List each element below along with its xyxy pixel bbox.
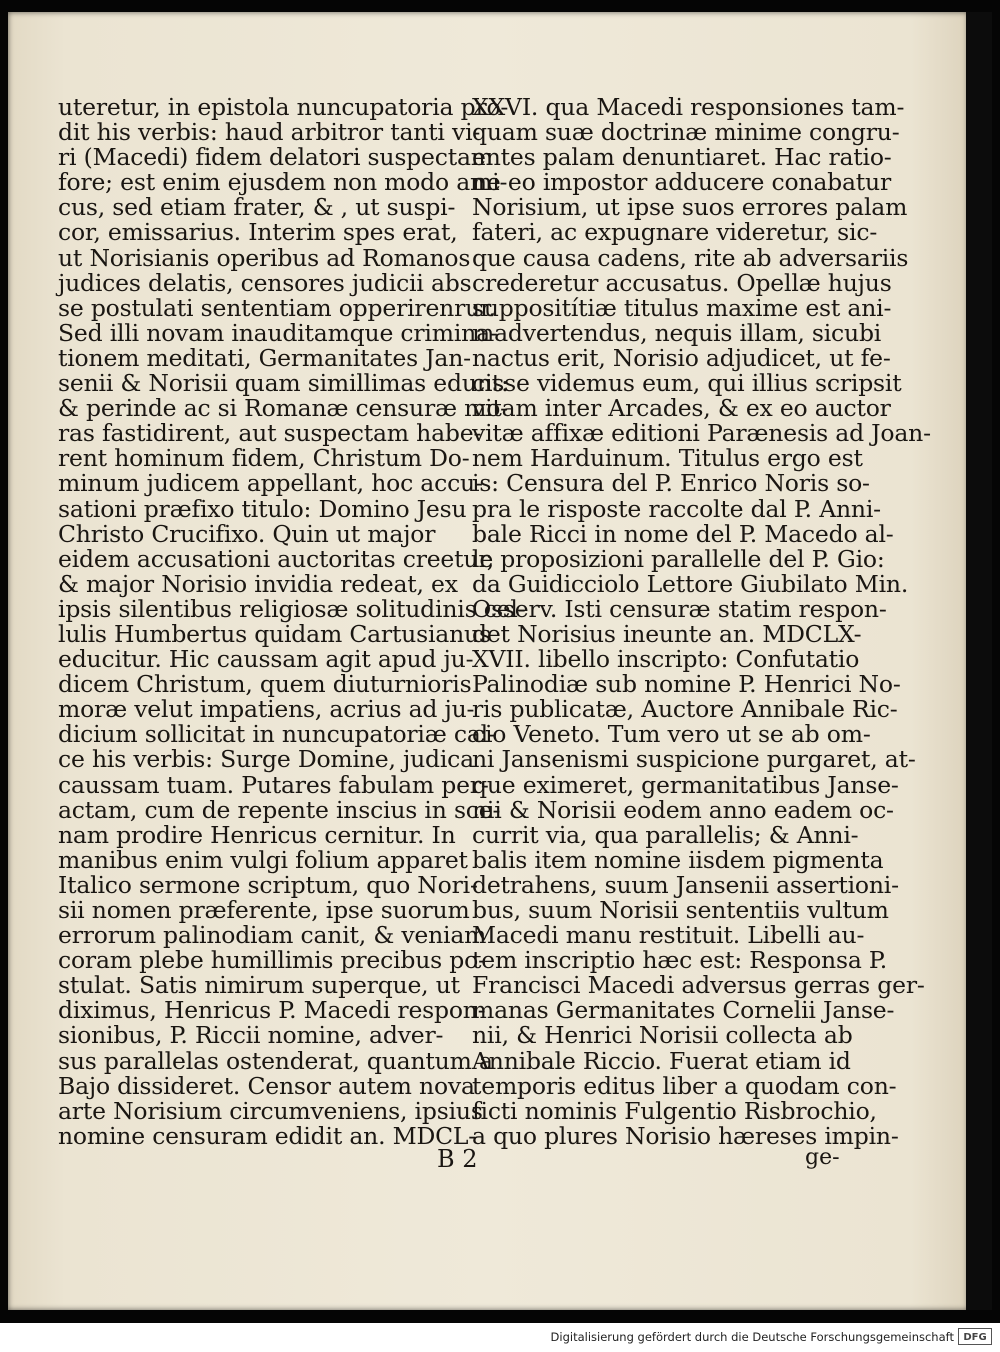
right-text-column	[472, 93, 931, 1150]
text-line: Francisci Macedi adversus gerras ger-	[472, 971, 925, 1000]
text-line: ri (Macedi) fidem delatori suspectam	[58, 143, 493, 172]
text-line: que causa cadens, rite ab adversariis	[472, 243, 909, 272]
text-line: Italico sermone scriptum, quo Nori-	[58, 870, 478, 899]
left-text-column	[58, 93, 526, 1150]
text-line: cor, emissarius. Interim spes erat,	[58, 218, 458, 247]
text-line: cus, sed etiam frater, & , ut suspi-	[58, 193, 456, 222]
text-line: arte Norisium circumveniens, ipsius	[58, 1096, 483, 1125]
catchword: ge-	[805, 1145, 840, 1170]
text-line: judices delatis, censores judicii abs	[58, 268, 472, 297]
signature-mark: B 2	[437, 1145, 478, 1173]
text-line: & major Norisio invidia redeat, ex	[58, 569, 458, 598]
text-line: Palinodiæ sub nomine P. Henrici No-	[472, 670, 901, 699]
text-line: pra le risposte raccolte dal P. Anni-	[472, 494, 881, 523]
text-line: educitur. Hic caussam agit apud ju-	[58, 645, 474, 674]
text-line: fore; est enim ejusdem non modo ami-	[58, 168, 508, 197]
text-line: que eximeret, germanitatibus Janse-	[472, 770, 899, 799]
text-line: da Guidicciolo Lettore Giubilato Min.	[472, 569, 909, 598]
text-line: nii, & Henrici Norisii collecta ab	[472, 1021, 853, 1050]
text-line: sus parallelas ostenderat, quantum a	[58, 1046, 493, 1075]
text-line: cio Veneto. Tum vero ut se ab om-	[472, 720, 871, 749]
text-line: Osserv. Isti censuræ statim respon-	[472, 594, 887, 623]
text-line: XVII. libello inscripto: Confutatio	[472, 645, 860, 674]
text-line: nactus erit, Norisio adjudicet, ut fe-	[472, 343, 891, 372]
text-line: cisse videmus eum, qui illius scripsit	[472, 369, 902, 398]
text-line: rent hominum fidem, Christum Do-	[58, 444, 470, 473]
text-line: ras fastidirent, aut suspectam habe-	[58, 419, 482, 448]
text-line: quam suæ doctrinæ minime congru-	[472, 118, 900, 147]
text-line: detrahens, suum Jansenii assertioni-	[472, 870, 899, 899]
text-line: nam prodire Henricus cernitur. In	[58, 820, 456, 849]
text-line: Macedi manu restituit. Libelli au-	[472, 921, 865, 950]
text-line: is: Censura del P. Enrico Noris so-	[472, 469, 870, 498]
text-line: errorum palinodiam canit, & veniam	[58, 921, 487, 950]
text-line: madvertendus, nequis illam, sicubi	[472, 318, 882, 347]
credit-bar	[0, 1323, 1000, 1352]
text-line: senii & Norisii quam simillimas edunt:	[58, 369, 509, 398]
text-line: ni Jansenismi suspicione purgaret, at-	[472, 745, 916, 774]
text-line: suppositítiæ titulus maxime est ani-	[472, 293, 892, 322]
text-line: dit his verbis: haud arbitror tanti vi-	[58, 118, 481, 147]
text-line: XXVI. qua Macedi responsiones tam-	[472, 93, 905, 121]
text-line: Norisium, ut ipse suos errores palam	[472, 193, 908, 222]
text-line: dicem Christum, quem diuturnioris	[58, 670, 472, 699]
text-line: ne eo impostor adducere conabatur	[472, 168, 892, 197]
text-line: det Norisius ineunte an. MDCLX-	[472, 619, 862, 648]
text-line: caussam tuam. Putares fabulam per-	[58, 770, 489, 799]
text-line: le proposizioni parallelle del P. Gio:	[472, 544, 885, 573]
text-line: a quo plures Norisio hæreses impin-	[472, 1121, 899, 1150]
text-line: diximus, Henricus P. Macedi respon-	[58, 996, 486, 1025]
text-line: & perinde ac si Romanæ censuræ mo-	[58, 394, 508, 423]
text-line: lulis Humbertus quidam Cartusianus	[58, 619, 491, 648]
text-line: Christo Crucifixo. Quin ut major	[58, 519, 436, 548]
text-line: crederetur accusatus. Opellæ hujus	[472, 268, 892, 297]
page-edge-shadow	[966, 12, 992, 1310]
credit-text: Digitalisierung gefördert durch die Deutsche Forschungsgemeinschaft	[550, 1330, 954, 1344]
text-line: ipsis silentibus religiosæ solitudinis cel-	[58, 594, 526, 623]
text-line: manibus enim vulgi folium apparet	[58, 845, 468, 874]
text-line: vitam inter Arcades, & ex eo auctor	[472, 394, 891, 423]
text-line: Annibale Riccio. Fuerat etiam id	[472, 1046, 851, 1075]
dfg-logo-icon: DFG	[958, 1328, 992, 1345]
text-line: se postulati sententiam opperirenrur.	[58, 293, 496, 322]
text-line: actam, cum de repente inscius in sce-	[58, 795, 501, 824]
text-line: fateri, ac expugnare videretur, sic-	[472, 218, 878, 247]
text-line: ficti nominis Fulgentio Risbrochio,	[472, 1096, 877, 1125]
text-line: entes palam denuntiaret. Hac ratio-	[472, 143, 892, 172]
text-line: minum judicem appellant, hoc accu-	[58, 469, 483, 498]
text-line: coram plebe humillimis precibus po-	[58, 946, 486, 975]
text-line: Sed illi novam inauditamque crimina-	[58, 318, 498, 347]
text-line: tem inscriptio hæc est: Responsa P.	[472, 946, 888, 975]
text-line: nii & Norisii eodem anno eadem oc-	[472, 795, 894, 824]
text-line: stulat. Satis nimirum superque, ut	[58, 971, 460, 1000]
text-line: bus, suum Norisii sententiis vultum	[472, 896, 889, 924]
text-line: balis item nomine iisdem pigmenta	[472, 845, 884, 874]
text-line: nomine censuram edidit an. MDCL-	[58, 1121, 477, 1150]
text-line: sationi præfixo titulo: Domino Jesu	[58, 494, 467, 523]
text-line: sionibus, P. Riccii nomine, adver-	[58, 1021, 444, 1050]
text-line: eidem accusationi auctoritas creetur,	[58, 544, 495, 573]
text-line: bale Ricci in nome del P. Macedo al-	[472, 519, 894, 548]
text-line: nem Harduinum. Titulus ergo est	[472, 444, 863, 473]
text-line: temporis editus liber a quodam con-	[472, 1071, 897, 1100]
text-line: sii nomen præferente, ipse suorum	[58, 896, 470, 924]
text-line: moræ velut impatiens, acrius ad ju-	[58, 695, 475, 724]
text-line: manas Germanitates Cornelii Janse-	[472, 996, 895, 1025]
text-line: vitæ affixæ editioni Parænesis ad Joan-	[472, 419, 931, 448]
text-line: currit via, qua parallelis; & Anni-	[472, 820, 859, 849]
text-line: tionem meditati, Germanitates Jan-	[58, 343, 471, 372]
text-line: ce his verbis: Surge Domine, judica	[58, 745, 474, 774]
text-line: ut Norisianis operibus ad Romanos	[58, 243, 471, 272]
text-line: ris publicatæ, Auctore Annibale Ric-	[472, 695, 898, 724]
text-line: Bajo dissideret. Censor autem nova	[58, 1071, 475, 1100]
text-line: uteretur, in epistola nuncupatoria pro-	[58, 93, 509, 121]
text-line: dicium sollicitat in nuncupatoriæ cal-	[58, 720, 496, 749]
